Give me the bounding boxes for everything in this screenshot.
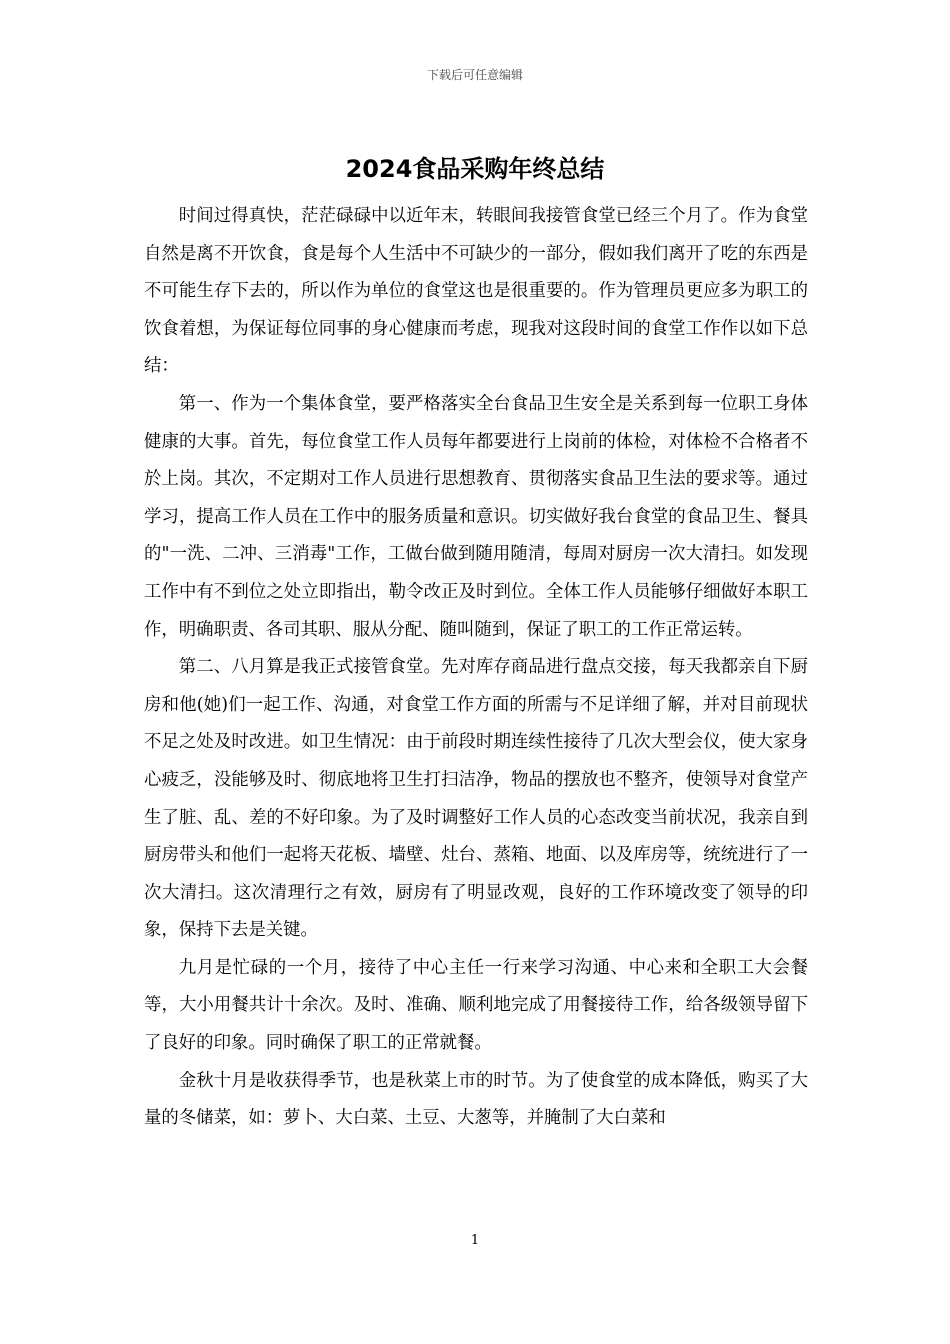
document-title: 2024食品采购年终总结: [345, 155, 605, 183]
header-note: 下载后可任意编辑: [426, 68, 523, 82]
paragraph-september: 九月是忙碌的一个月，接待了中心主任一行来学习沟通、中心来和全职工大会餐等，大小用餐共计十余次。及时、准确、顺利地完成了用餐接待工作，给各级领导留下了良好的印象。同时确保了职工的正常就餐。: [144, 957, 808, 1054]
paragraph-intro: 时间过得真快，茫茫碌碌中以近年末，转眼间我接管食堂已经三个月了。作为食堂自然是离不开饮食，食是每个人生活中不可缺少的一部分，假如我们离开了吃的东西是不可能生存下去的，所以作为单位的食堂这也是很重要的。作为管理员更应多为职工的饮食着想，为保证每位同事的身心健康而考虑，现我对这段时间的食堂工作作以如下总结：: [144, 206, 808, 377]
paragraph-october: 金秋十月是收获得季节，也是秋菜上市的时节。为了使食堂的成本降低，购买了大量的冬储菜，如：萝卜、大白菜、土豆、大葱等，并腌制了大白菜和: [144, 1070, 808, 1129]
page-number: 1: [470, 1233, 480, 1248]
paragraph-first: 第一、作为一个集体食堂，要严格落实全台食品卫生安全是关系到每一位职工身体健康的大事。首先，每位食堂工作人员每年都要进行上岗前的体检，对体检不合格者不於上岗。其次，不定期对工作人员进行思想教育、贯彻落实食品卫生法的要求等。通过学习，提高工作人员在工作中的服务质量和意识。切实做好我台食堂的食品卫生、餐具的"一洗、二冲、三消毒"工作，工做台做到随用随清，每周对厨房一次大清扫。如发现工作中有不到位之处立即指出，勒令改正及时到位。全体工作人员能够仔细做好本职工作，明确职责、各司其职、服从分配、随叫随到，保证了职工的工作正常运转。: [144, 393, 808, 640]
paragraph-second: 第二、八月算是我正式接管食堂。先对库存商品进行盘点交接，每天我都亲自下厨房和他(她)们一起工作、沟通，对食堂工作方面的所需与不足详细了解，并对目前现状不足之处及时改进。如卫生情况：由于前段时期连续性接待了几次大型会仪，使大家身心疲乏，没能够及时、彻底地将卫生打扫洁净，物品的摆放也不整齐，使领导对食堂产生了脏、乱、差的不好印象。为了及时调整好工作人员的心态改变当前状况，我亲自到厨房带头和他们一起将天花板、墙壁、灶台、蒸箱、地面、以及库房等，统统进行了一次大清扫。这次清理行之有效，厨房有了明显改观，良好的工作环境改变了领导的印象，保持下去是关键。: [144, 657, 808, 941]
document-body: [144, 198, 808, 1138]
